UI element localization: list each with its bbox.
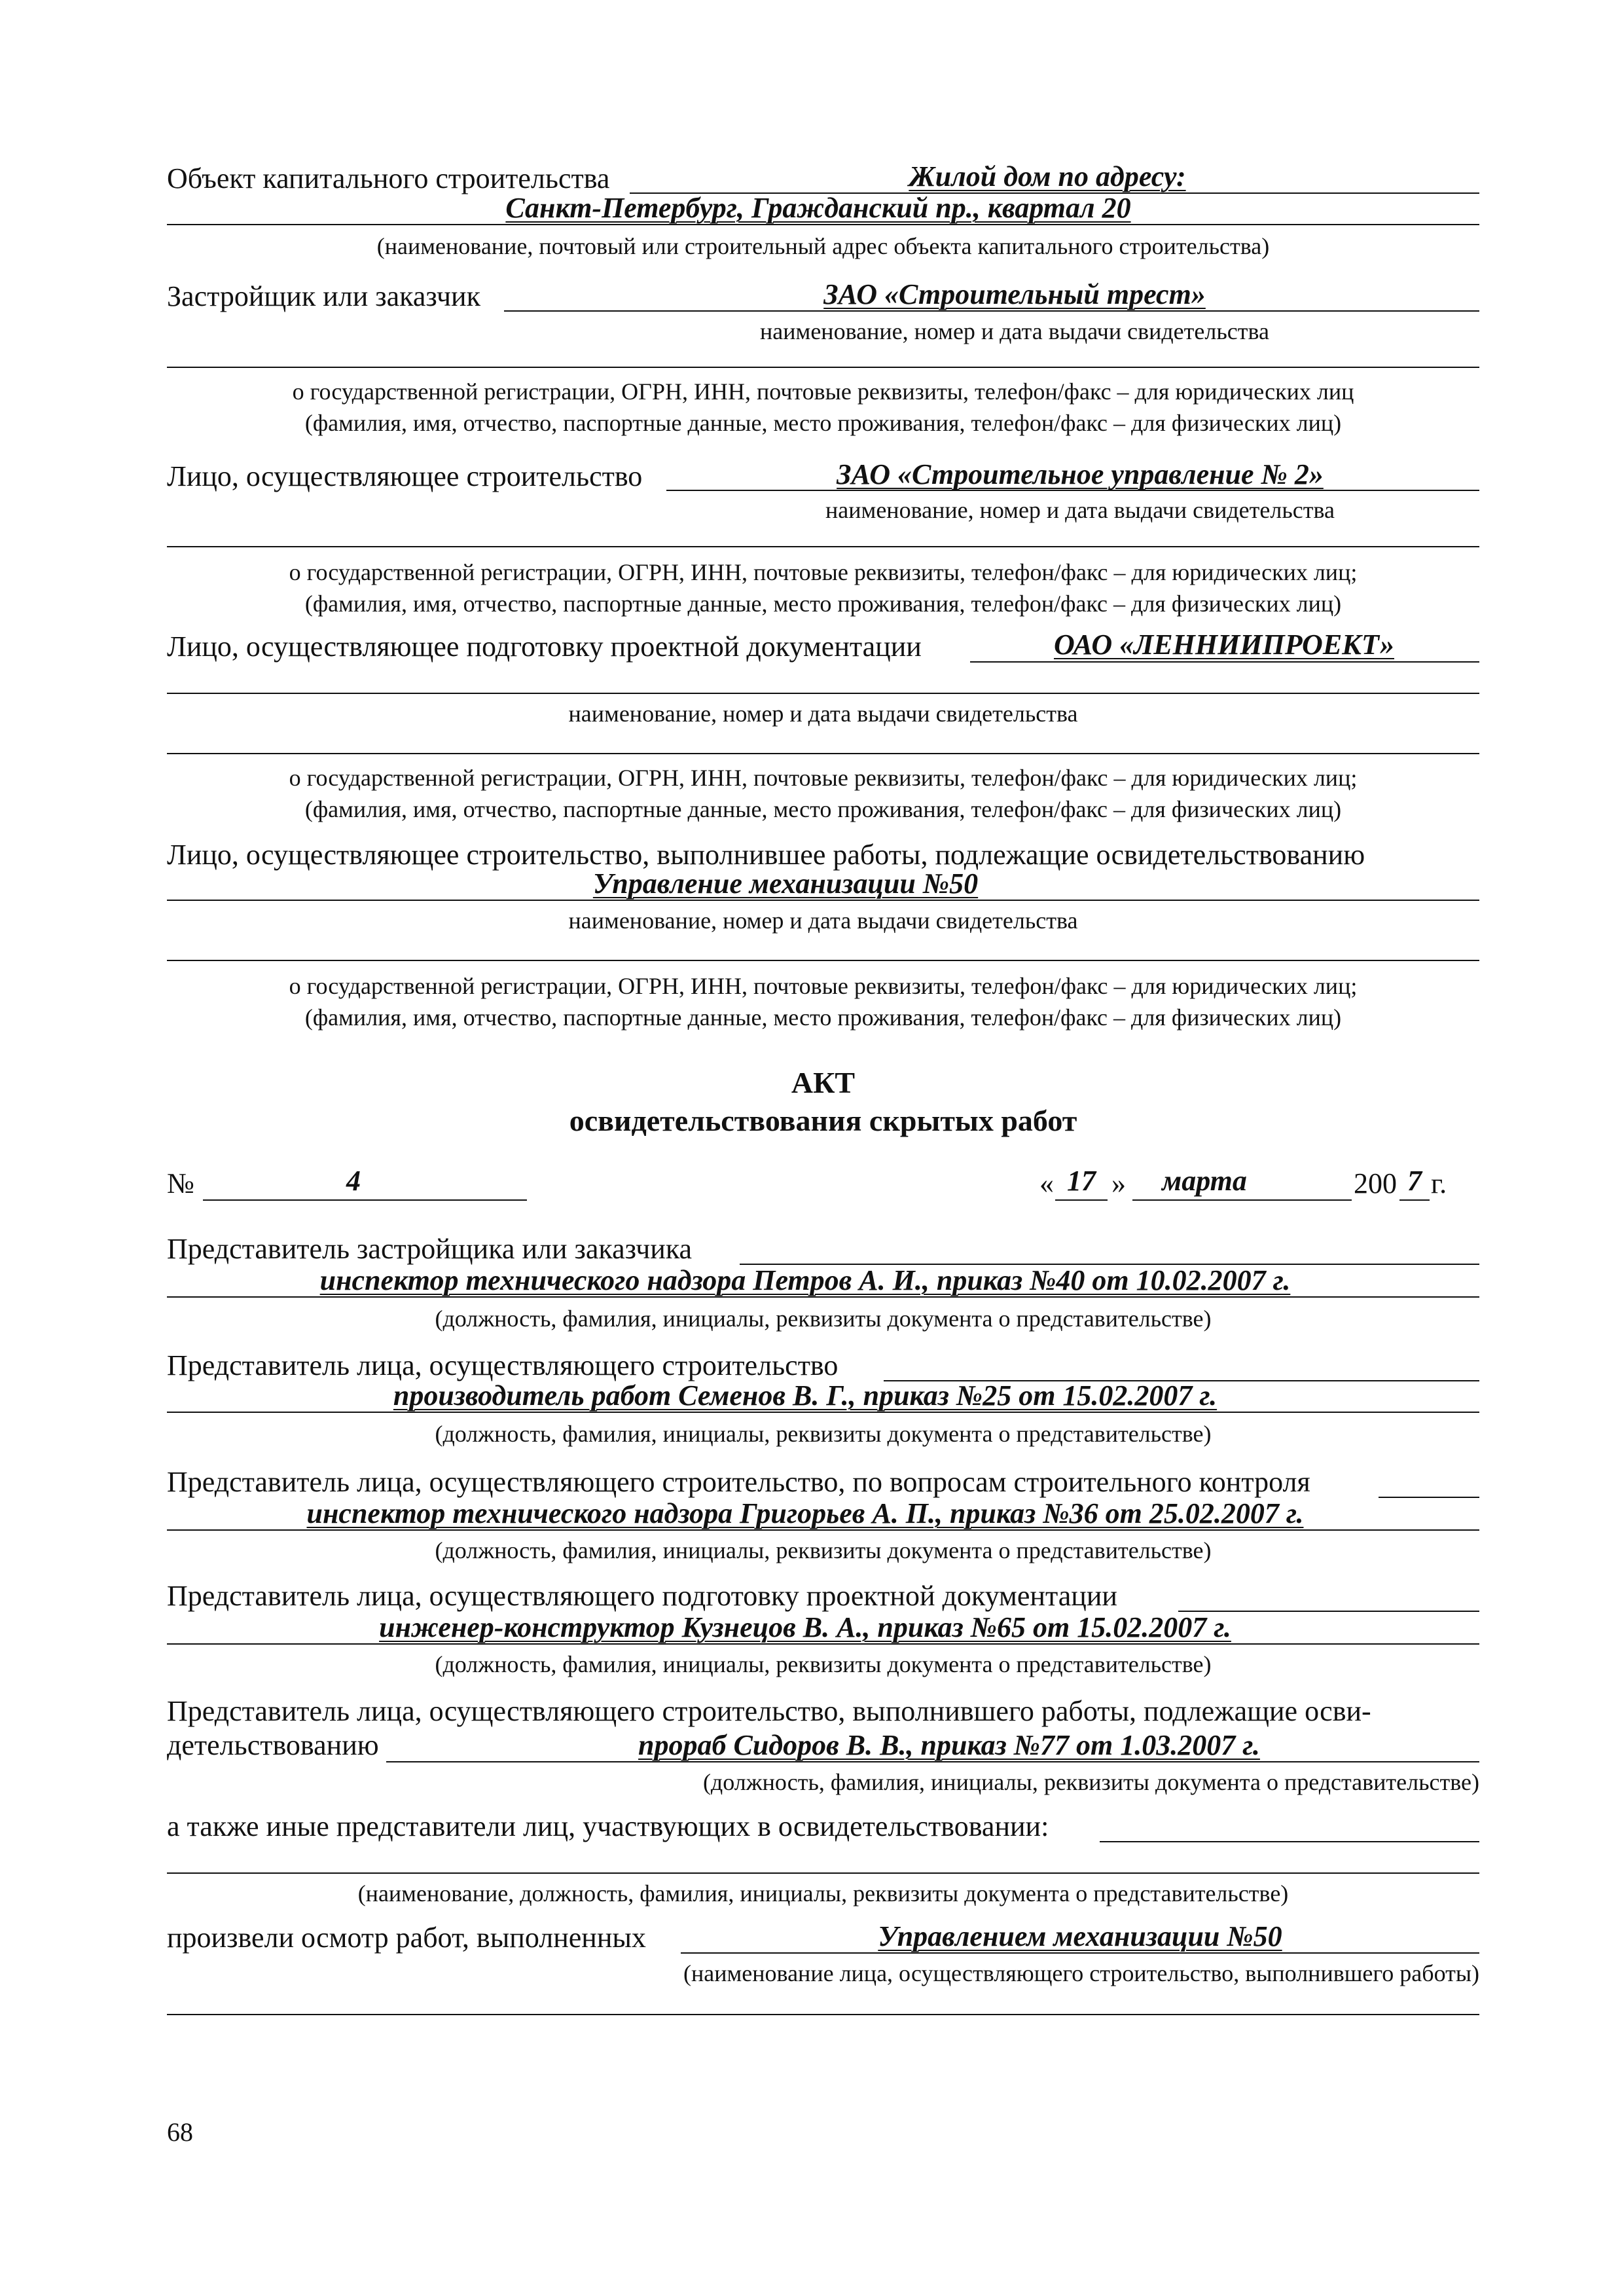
others-label: а также иные представители лиц, участвующих в освидетельствовании:: [167, 1810, 1049, 1842]
date-close-quote: »: [1111, 1167, 1126, 1199]
rep3-value: инспектор технического надзора Григорьев А. П., приказ №36 от 25.02.2007 г.: [306, 1497, 1304, 1529]
rep4-value: инженер-конструктор Кузнецов В. А., приказ №65 от 15.02.2007 г.: [379, 1611, 1231, 1643]
rep1-label: Представитель застройщика или заказчика: [167, 1233, 693, 1265]
others-caption: (наименование, должность, фамилия, инициалы, реквизиты документа о представительстве): [357, 1880, 1289, 1907]
builder-value: ЗАО «Строительное управление № 2»: [837, 458, 1324, 490]
rep5-value: прораб Сидоров В. В., приказ №77 от 1.03.2007 г.: [638, 1729, 1260, 1761]
date-day: 17: [1067, 1165, 1096, 1197]
object-label: Объект капитального строительства: [167, 162, 610, 194]
date-month: марта: [1162, 1165, 1247, 1197]
rep4-label: Представитель лица, осуществляющего подготовку проектной документации: [167, 1580, 1117, 1612]
act-number: 4: [346, 1165, 361, 1197]
act-title: АКТ: [791, 1066, 856, 1099]
performer-value: Управление механизации №50: [592, 867, 979, 900]
performer-line-2: [167, 960, 1479, 961]
designer-caption-3: (фамилия, имя, отчество, паспортные данные, место проживания, телефон/факс – для физических лиц): [304, 796, 1342, 822]
inspection-value: Управлением механизации №50: [878, 1920, 1282, 1952]
rep5-label-2: детельствованию: [167, 1729, 379, 1761]
day-line: [1055, 1199, 1108, 1201]
year-prefix: 200: [1354, 1167, 1397, 1199]
rep3-caption: (должность, фамилия, инициалы, реквизиты документа о представительстве): [435, 1537, 1212, 1563]
act-subtitle: освидетельствования скрытых работ: [569, 1104, 1077, 1137]
act-number-label: №: [167, 1167, 194, 1199]
developer-caption-1: наименование, номер и дата выдачи свидетельства: [760, 318, 1269, 344]
developer-line-2: [167, 367, 1479, 368]
performer-caption-2: о государственной регистрации, ОГРН, ИНН, почтовые реквизиты, телефон/факс – для юридических лиц;: [289, 973, 1358, 999]
designer-value: ОАО «ЛЕННИИПРОЕКТ»: [1053, 629, 1394, 661]
year-line: [1399, 1199, 1430, 1201]
rep5-caption: (должность, фамилия, инициалы, реквизиты документа о представительстве): [702, 1769, 1479, 1795]
rep1-caption: (должность, фамилия, инициалы, реквизиты документа о представительстве): [435, 1305, 1212, 1332]
designer-caption-2: о государственной регистрации, ОГРН, ИНН, почтовые реквизиты, телефон/факс – для юридических лиц;: [289, 765, 1358, 791]
rep1-value: инспектор технического надзора Петров А. И., приказ №40 от 10.02.2007 г.: [319, 1264, 1291, 1296]
builder-caption-3: (фамилия, имя, отчество, паспортные данные, место проживания, телефон/факс – для физических лиц): [304, 591, 1342, 617]
date-open-quote: «: [1039, 1167, 1054, 1199]
page-number: 68: [167, 2117, 193, 2147]
designer-line-2: [167, 693, 1479, 694]
inspection-caption: (наименование лица, осуществляющего строительство, выполнившего работы): [683, 1960, 1479, 1986]
others-line-2: [167, 1872, 1479, 1874]
others-line-1: [1100, 1841, 1479, 1842]
rep2-caption: (должность, фамилия, инициалы, реквизиты документа о представительстве): [435, 1421, 1212, 1447]
designer-line-3: [167, 753, 1479, 754]
developer-value: ЗАО «Строительный трест»: [823, 278, 1206, 310]
builder-caption-2: о государственной регистрации, ОГРН, ИНН, почтовые реквизиты, телефон/факс – для юридических лиц;: [289, 559, 1358, 585]
rep2-value: производитель работ Семенов В. Г., приказ №25 от 15.02.2007 г.: [393, 1379, 1218, 1412]
object-value-2: Санкт-Петербург, Гражданский пр., квартал 20: [505, 192, 1131, 224]
builder-label: Лицо, осуществляющее строительство: [167, 460, 643, 492]
act-number-line: [203, 1199, 527, 1201]
year-unit: г.: [1431, 1167, 1447, 1199]
designer-caption-1: наименование, номер и дата выдачи свидетельства: [568, 701, 1078, 727]
performer-label: Лицо, осуществляющее строительство, выполнившее работы, подлежащие освидетельствованию: [167, 839, 1365, 871]
designer-label: Лицо, осуществляющее подготовку проектной документации: [167, 630, 922, 663]
inspection-label: произвели осмотр работ, выполненных: [167, 1922, 646, 1954]
developer-caption-2: о государственной регистрации, ОГРН, ИНН, почтовые реквизиты, телефон/факс – для юридических лиц: [292, 378, 1354, 405]
month-line: [1132, 1199, 1352, 1201]
developer-caption-3: (фамилия, имя, отчество, паспортные данные, место проживания, телефон/факс – для физических лиц): [304, 410, 1342, 436]
builder-caption-1: наименование, номер и дата выдачи свидетельства: [825, 497, 1335, 523]
year-suffix: 7: [1407, 1165, 1422, 1197]
rep5-label-1: Представитель лица, осуществляющего строительство, выполнившего работы, подлежащие осви-: [167, 1695, 1371, 1727]
object-caption: (наименование, почтовый или строительный адрес объекта капитального строительства): [376, 233, 1270, 259]
rep3-label: Представитель лица, осуществляющего строительство, по вопросам строительного контроля: [167, 1466, 1310, 1498]
rep4-caption: (должность, фамилия, инициалы, реквизиты документа о представительстве): [435, 1651, 1212, 1677]
performer-caption-3: (фамилия, имя, отчество, паспортные данные, место проживания, телефон/факс – для физических лиц): [304, 1004, 1342, 1031]
inspection-line-2: [167, 2014, 1479, 2015]
builder-line-2: [167, 546, 1479, 547]
object-value-1: Жилой дом по адресу:: [909, 160, 1186, 192]
rep2-label: Представитель лица, осуществляющего строительство: [167, 1349, 839, 1381]
developer-label: Застройщик или заказчик: [167, 280, 480, 312]
performer-caption-1: наименование, номер и дата выдачи свидетельства: [568, 907, 1078, 934]
